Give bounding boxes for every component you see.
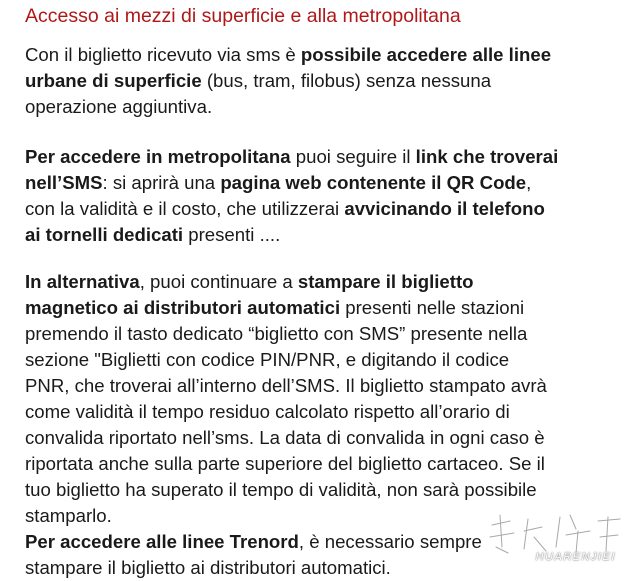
bold-text-run: Per accedere alle linee Trenord [25, 531, 299, 552]
text-line: PNR, che troverai all’interno dell’SMS. Il biglietto stampato avrà [25, 375, 547, 396]
text-run: : si aprirà una [102, 172, 221, 193]
text-line: stampare il biglietto ai distributori automatici. [25, 557, 391, 578]
text-run: presenti nelle stazioni [340, 297, 525, 318]
watermark-text: HUARENJIEI [535, 551, 616, 563]
text-run: , è necessario sempre [298, 531, 482, 552]
bold-text-run: magnetico ai distributori automatici [25, 297, 341, 318]
text-line [25, 196, 625, 222]
bold-text-run: link che troverai [415, 146, 559, 167]
paragraph-surface-lines [25, 42, 625, 120]
bold-text-run: avvicinando il telefono [344, 198, 545, 219]
section-heading: Accesso ai mezzi di superficie e alla metropolitana [25, 5, 461, 27]
text-run: , puoi continuare a [139, 271, 298, 292]
text-line [25, 222, 625, 248]
text-line [25, 94, 625, 120]
bold-text-run: stampare il biglietto [297, 271, 474, 292]
text-line [25, 295, 625, 321]
huarenjie-logo-icon [480, 507, 630, 567]
text-line [25, 68, 625, 94]
bold-text-run: pagina web contenente il QR Code [220, 172, 527, 193]
bold-text-run: Per accedere in metropolitana [25, 146, 291, 167]
paragraph-metro-access [25, 144, 625, 248]
text-run: , [526, 172, 532, 193]
text-line: stamparlo. [25, 505, 112, 526]
text-line [25, 269, 625, 295]
text-run: puoi seguire il [290, 146, 416, 167]
text-run: presenti .... [183, 224, 281, 245]
text-line [25, 42, 625, 68]
bold-text-run: In alternativa [25, 271, 140, 292]
text-line: premendo il tasto dedicato “biglietto con SMS” presente nella [25, 323, 528, 344]
bold-text-run: possibile accedere alle linee [300, 44, 552, 65]
text-run: (bus, tram, filobus) senza nessuna [201, 70, 492, 91]
bold-text-run: urbane di superficie [25, 70, 202, 91]
text-run: con la validità e il costo, che utilizzerai [25, 198, 345, 219]
bold-text-run: nell’SMS [25, 172, 103, 193]
text-run: operazione aggiuntiva. [25, 96, 213, 117]
text-line: convalida riportato nell’sms. La data di convalida in ogni caso è [25, 427, 545, 448]
text-run: Con il biglietto ricevuto via sms è [25, 44, 301, 65]
text-line [25, 170, 625, 196]
text-line: riportata anche sulla parte superiore del biglietto cartaceo. Se il [25, 453, 545, 474]
bold-text-run: ai tornelli dedicati [25, 224, 184, 245]
text-line [25, 144, 625, 170]
text-line: come validità il tempo residuo calcolato rispetto all’orario di [25, 401, 510, 422]
text-line: tuo biglietto ha superato il tempo di validità, non sarà possibile [25, 479, 537, 500]
text-line: sezione "Biglietti con codice PIN/PNR, e digitando il codice [25, 349, 510, 370]
